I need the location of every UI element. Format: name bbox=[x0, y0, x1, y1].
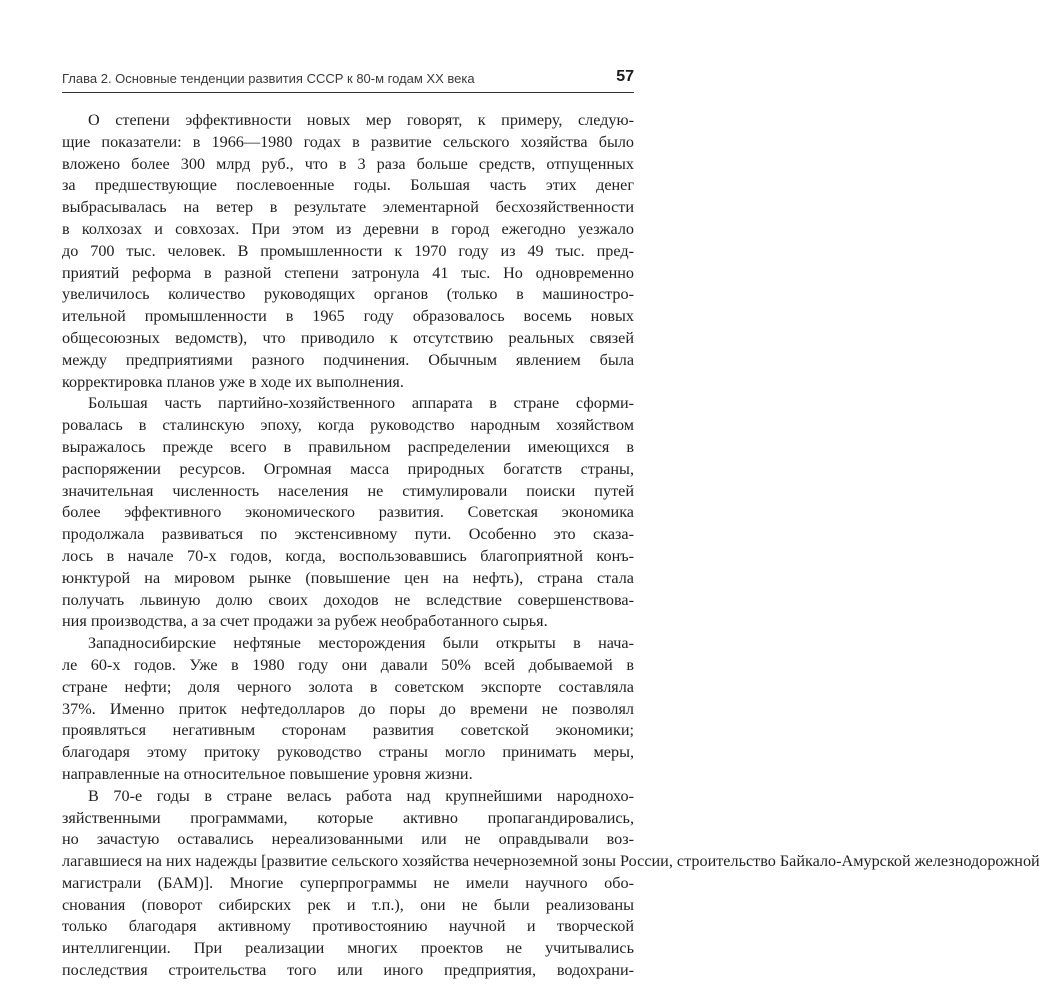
text-line: приятий реформа в разной степени затронула 41 тыс. Но одновременно bbox=[62, 263, 634, 282]
text-line: магистрали (БАМ)]. Многие суперпрограммы не имели научного обо- bbox=[62, 873, 634, 892]
text-line: Большая часть партийно-хозяйственного аппарата в стране сформи- bbox=[88, 394, 634, 413]
text-line: между предприятиями разного подчинения. Обычным явлением была bbox=[62, 350, 634, 369]
text-line: вложено более 300 млрд руб., что в 3 раза больше средств, отпущенных bbox=[62, 154, 634, 173]
text-line: выбрасывалась на ветер в результате элементарной бесхозяйственности bbox=[62, 198, 634, 217]
text-line: ровалась в сталинскую эпоху, когда руководство народным хозяйством bbox=[62, 416, 634, 435]
text-line: проявляться негативным сторонам развития советской экономики; bbox=[62, 721, 634, 740]
text-line: ительной промышленности в 1965 году образовалось восемь новых bbox=[62, 307, 634, 326]
text-line: снования (поворот сибирских рек и т.п.), они не были реализованы bbox=[62, 895, 634, 914]
paragraph-apparatus bbox=[62, 393, 634, 633]
text-line: Западносибирские нефтяные месторождения были открыты в нача- bbox=[88, 634, 634, 653]
text-line: стране нефти; доля черного золота в советском экспорте составляла bbox=[62, 677, 634, 696]
text-line: распоряжении ресурсов. Огромная масса природных богатств страны, bbox=[62, 459, 634, 478]
text-line: направленные на относительное повышение уровня жизни. bbox=[62, 764, 473, 783]
text-line: в колхозах и совхозах. При этом из деревни в город ежегодно уезжало bbox=[62, 219, 634, 238]
text-line: общесоюзных ведомств), что приводило к отсутствию реальных связей bbox=[62, 328, 634, 347]
text-line: В 70-е годы в стране велась работа над крупнейшими народнохо- bbox=[88, 786, 634, 805]
running-head bbox=[62, 68, 634, 93]
chapter-running-title: Глава 2. Основные тенденции развития СССР к 80-м годам XX века bbox=[62, 71, 475, 86]
text-line: более эффективного экономического развития. Советская экономика bbox=[62, 503, 634, 522]
text-line: продолжала развиваться по экстенсивному пути. Особенно это сказа- bbox=[62, 525, 634, 544]
paragraph-programs bbox=[62, 786, 1040, 982]
text-line: ле 60-х годов. Уже в 1980 году они давали 50% всей добываемой в bbox=[62, 655, 634, 674]
text-line: выражалось прежде всего в правильном распределении имеющихся в bbox=[62, 437, 634, 456]
paragraph-efficiency bbox=[62, 110, 634, 393]
text-line: лось в начале 70-х годов, когда, воспользовавшись благоприятной конъ- bbox=[62, 546, 634, 565]
text-line: 37%. Именно приток нефтедолларов до поры до времени не позволял bbox=[62, 699, 634, 718]
text-line: зяйственными программами, которые активно пропагандировались, bbox=[62, 808, 634, 827]
text-line: О степени эффективности новых мер говорят, к примеру, следую- bbox=[88, 111, 634, 129]
text-line: интеллигенции. При реализации многих проектов не учитывались bbox=[62, 939, 634, 958]
page-number: 57 bbox=[616, 68, 634, 85]
text-line: только благодаря активному противостоянию научной и творческой bbox=[62, 917, 634, 936]
body-text bbox=[62, 110, 1040, 982]
text-line: ния производства, а за счет продажи за рубеж необработанного сырья. bbox=[62, 612, 548, 631]
text-line: увеличилось количество руководящих органов (только в машиностро- bbox=[62, 285, 634, 304]
text-line: юнктурой на мировом рынке (повышение цен на нефть), страна стала bbox=[62, 568, 634, 587]
text-line: последствия строительства того или иного предприятия, водохрани- bbox=[62, 961, 634, 980]
text-line: значительная численность населения не стимулировали поиски путей bbox=[62, 481, 634, 500]
text-line: получать львиную долю своих доходов не вследствие совершенствова- bbox=[62, 590, 634, 609]
text-line: лагавшиеся на них надежды [развитие сельского хозяйства нечерноземной зоны России, строительство Байкало-Амурской железнодорожной bbox=[62, 852, 1040, 871]
text-line: корректировка планов уже в ходе их выполнения. bbox=[62, 372, 404, 391]
paragraph-oil bbox=[62, 633, 634, 786]
text-line: благодаря этому притоку руководство страны могло принимать меры, bbox=[62, 743, 634, 762]
text-line: щие показатели: в 1966—1980 годах в развитие сельского хозяйства было bbox=[62, 132, 634, 151]
text-line: но зачастую оставались нереализованными или не оправдывали воз- bbox=[62, 830, 634, 849]
text-line: до 700 тыс. человек. В промышленности к 1970 году из 49 тыс. пред- bbox=[62, 241, 634, 260]
text-line: за предшествующие послевоенные годы. Большая часть этих денег bbox=[62, 176, 634, 195]
